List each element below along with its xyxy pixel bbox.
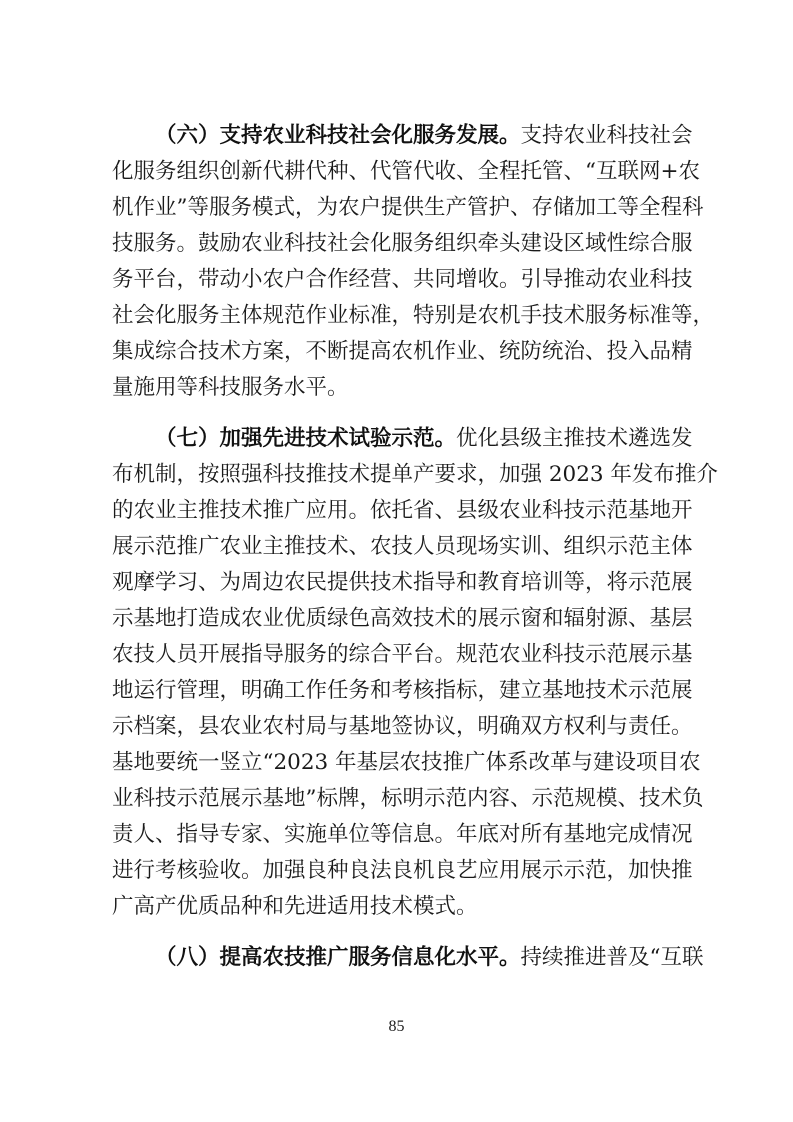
paragraph-line: 化服务组织创新代耕代种、代管代收、全程托管、“互联网+农: [112, 159, 701, 184]
paragraph-line: 基地要统一竖立“2023 年基层农技推广体系改革与建设项目农: [112, 750, 701, 775]
section-heading: （八）提高农技推广服务信息化水平。: [155, 945, 521, 970]
paragraph-line: 进行考核验收。加强良种良法良机良艺应用展示示范，加快推: [112, 858, 693, 883]
paragraph-line: [112, 424, 692, 454]
paragraph-line: [112, 943, 704, 973]
paragraph-line: 布机制，按照强科技推技术提单产要求，加强 2023 年发布推介: [112, 462, 718, 487]
section-heading: （六）支持农业科技社会化服务发展。: [155, 123, 521, 148]
paragraph-line: 技服务。鼓励农业科技社会化服务组织牵头建设区域性综合服: [112, 231, 693, 256]
paragraph-line: 业科技示范展示基地”标牌，标明示范内容、示范规模、技术负: [112, 786, 704, 811]
paragraph-line: 广高产优质品种和先进适用技术模式。: [112, 894, 478, 919]
section-heading: （七）加强先进技术试验示范。: [155, 426, 457, 451]
paragraph-line: 社会化服务主体规范作业标准，特别是农机手技术服务标准等，: [112, 303, 715, 328]
paragraph-line: 责人、指导专家、实施单位等信息。年底对所有基地完成情况: [112, 822, 693, 847]
paragraph-text: 支持农业科技社会: [520, 123, 693, 148]
paragraph-line: 农技人员开展指导服务的综合平台。规范农业科技示范展示基: [112, 642, 693, 667]
paragraph-line: 展示范推广农业主推技术、农技人员现场实训、组织示范主体: [112, 534, 693, 559]
paragraph-line: [112, 121, 692, 151]
page-number: 85: [388, 1018, 405, 1035]
paragraph-line: 观摩学习、为周边农民提供技术指导和教育培训等，将示范展: [112, 570, 693, 595]
paragraph-text: 持续推进普及“互联: [520, 945, 704, 970]
paragraph-line: 集成综合技术方案，不断提高农机作业、统防统治、投入品精: [112, 339, 693, 364]
paragraph-line: 量施用等科技服务水平。: [112, 375, 349, 400]
paragraph-line: 地运行管理，明确工作任务和考核指标，建立基地技术示范展: [112, 678, 693, 703]
paragraph-text: 优化县级主推技术遴选发: [456, 426, 693, 451]
paragraph-line: 的农业主推技术推广应用。依托省、县级农业科技示范基地开: [112, 498, 693, 523]
paragraph-line: 示基地打造成农业优质绿色高效技术的展示窗和辐射源、基层: [112, 606, 693, 631]
paragraph-line: 示档案，县农业农村局与基地签协议，明确双方权利与责任。: [112, 714, 693, 739]
paragraph-line: 务平台，带动小农户合作经营、共同增收。引导推动农业科技: [112, 267, 693, 292]
paragraph-line: 机作业”等服务模式，为农户提供生产管护、存储加工等全程科: [112, 195, 704, 220]
